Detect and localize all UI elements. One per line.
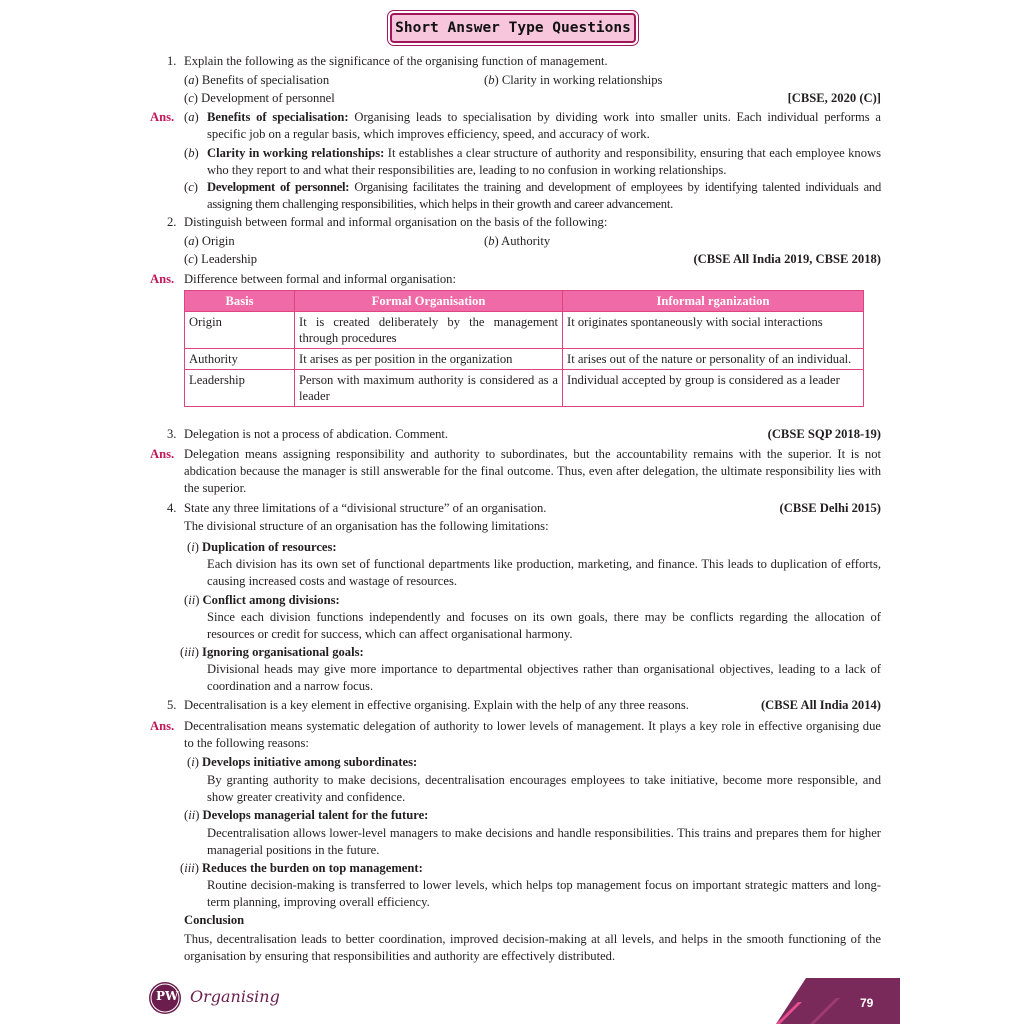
q2-answer-text: Difference between formal and informal organisation:: [184, 272, 456, 286]
q1-reference: [CBSE, 2020 (C)]: [787, 91, 881, 105]
q5-answer-label: Ans.: [150, 719, 175, 733]
q5-reference: (CBSE All India 2014): [760, 698, 881, 712]
q2-text: Distinguish between formal and informal organisation on the basis of the following:: [184, 215, 608, 229]
q2-option-a: (a) Origin: [184, 234, 235, 248]
table-row: [185, 312, 864, 349]
q1-text: Explain the following as the significance of the organising function of management.: [184, 54, 608, 68]
q1-answer-a-letter: (a): [184, 110, 199, 124]
q4-number: 4.: [167, 501, 177, 515]
q1-answer-c: Development of personnel: Organising facilitates the training and development of employees by identifying talented individuals and assigning them challenging responsibilities, which helps in their growth and career advancement.: [207, 180, 881, 211]
table-row: [185, 370, 864, 407]
table-cell: It is created deliberately by the management through procedures: [295, 312, 563, 349]
q1-answer-c-letter: (c): [184, 180, 198, 194]
table-cell: Authority: [185, 349, 295, 370]
q1-option-a: (a) Benefits of specialisation: [184, 73, 330, 87]
q1-answer-b-letter: (b): [184, 146, 199, 160]
table-cell: It arises out of the nature or personality of an individual.: [563, 349, 864, 370]
q2-answer-label: Ans.: [150, 272, 175, 286]
q5-point-ii-head: (ii) Develops managerial talent for the future:: [184, 808, 429, 822]
table-header-cell: Informal rganization: [563, 291, 864, 312]
q2-reference: (CBSE All India 2019, CBSE 2018): [693, 252, 881, 266]
q3-answer-label: Ans.: [150, 447, 175, 461]
conclusion-text: Thus, decentralisation leads to better coordination, improved decision-making at all levels, and helps in the smooth functioning of the organisation by ensuring that responsibilities and authority are effectively distributed.: [184, 932, 881, 963]
q1-option-c: (c) Development of personnel [CBSE, 2020 (C)]: [184, 91, 881, 105]
section-title: Short Answer Type Questions: [390, 13, 636, 43]
table-header-cell: Formal Organisation: [295, 291, 563, 312]
table-cell: Individual accepted by group is considered as a leader: [563, 370, 864, 407]
q1-option-b: (b) Clarity in working relationships: [484, 73, 663, 87]
table-row: [185, 349, 864, 370]
q5-point-ii-text: Decentralisation allows lower-level managers to make decisions and handle responsibilities. This trains and prepares them for higher managerial positions in the future.: [207, 826, 881, 857]
table-header-row: [185, 291, 864, 312]
table-cell: It originates spontaneously with social interactions: [563, 312, 864, 349]
q4-intro: The divisional structure of an organisation has the following limitations:: [184, 519, 549, 533]
q4-point-iii-text: Divisional heads may give more importance to departmental objectives rather than organisational objectives, leading to a lack of coordination and a narrow focus.: [207, 662, 881, 693]
conclusion-heading: Conclusion: [184, 913, 245, 927]
q4-point-ii-head: (ii) Conflict among divisions:: [184, 593, 340, 607]
table-cell: Origin: [185, 312, 295, 349]
q5-point-iii-head: (iii) Reduces the burden on top management:: [180, 861, 423, 875]
chapter-name: Organising: [190, 987, 280, 1006]
q5-number: 5.: [167, 698, 177, 712]
q4-point-i-text: Each division has its own set of functional departments like production, marketing, and finance. This leads to duplication of efforts, causing increased costs and wastage of resources.: [207, 557, 881, 588]
q5-point-iii-text: Routine decision-making is transferred to lower levels, which helps top management focus on important strategic matters and long-term planning, improving overall efficiency.: [207, 878, 881, 909]
q1-number: 1.: [167, 54, 177, 68]
table-cell: Leadership: [185, 370, 295, 407]
table-header-cell: Basis: [185, 291, 295, 312]
page-number: 79: [860, 996, 874, 1010]
q3-text-line: Delegation is not a process of abdication. Comment. (CBSE SQP 2018-19): [184, 427, 881, 441]
q4-point-i-head: (i) Duplication of resources:: [187, 540, 337, 554]
q4-point-ii-text: Since each division functions independently and focuses on its own goals, there may be conflicts regarding the allocation of resources or credit for success, which can affect organisational harmony.: [207, 610, 881, 641]
page-number-band: [776, 978, 900, 1024]
q1-answer-a: Benefits of specialisation: Organising leads to specialisation by dividing work into smaller units. Each individual performs a specific job on a regular basis, which improves efficiency, speed, and accuracy of work.: [207, 110, 881, 141]
q5-answer-text: Decentralisation means systematic delegation of authority to lower levels of management. It plays a key role in effective organising due to the following reasons:: [184, 719, 881, 750]
q4-text-line: State any three limitations of a “divisional structure” of an organisation. (CBSE Delhi 2015): [184, 501, 881, 515]
logo-letter-p: PW: [156, 989, 179, 1003]
q3-answer-text: Delegation means assigning responsibility and authority to subordinates, but the accountability remains with the superior. It is not abdication because the manager is still answerable for the final outcome. Thus, even after delegation, the ultimate responsibility lies with the superior.: [184, 447, 881, 495]
q2-number: 2.: [167, 215, 177, 229]
table-cell: Person with maximum authority is considered as a leader: [295, 370, 563, 407]
table-cell: It arises as per position in the organization: [295, 349, 563, 370]
q1-answer-b: Clarity in working relationships: It establishes a clear structure of authority and responsibility, ensuring that each employee knows who they report to and what their responsibilities are, leading to no confusion in working relationships.: [207, 146, 881, 177]
q2-option-c: (c) Leadership (CBSE All India 2019, CBSE 2018): [184, 252, 881, 266]
q5-point-i-head: (i) Develops initiative among subordinates:: [187, 755, 418, 769]
q2-option-b: (b) Authority: [484, 234, 551, 248]
q5-text-line: Decentralisation is a key element in effective organising. Explain with the help of any three reasons. (CBSE All India 2014): [184, 698, 881, 712]
comparison-table: [184, 290, 864, 407]
q1-answer-label: Ans.: [150, 110, 175, 124]
q3-reference: (CBSE SQP 2018-19): [767, 427, 881, 441]
q5-point-i-text: By granting authority to make decisions, decentralisation encourages employees to take initiative, become more responsible, and show greater creativity and confidence.: [207, 773, 881, 804]
q3-number: 3.: [167, 427, 177, 441]
pw-logo-icon: [148, 981, 182, 1015]
q4-point-iii-head: (iii) Ignoring organisational goals:: [180, 645, 364, 659]
q4-reference: (CBSE Delhi 2015): [779, 501, 881, 515]
